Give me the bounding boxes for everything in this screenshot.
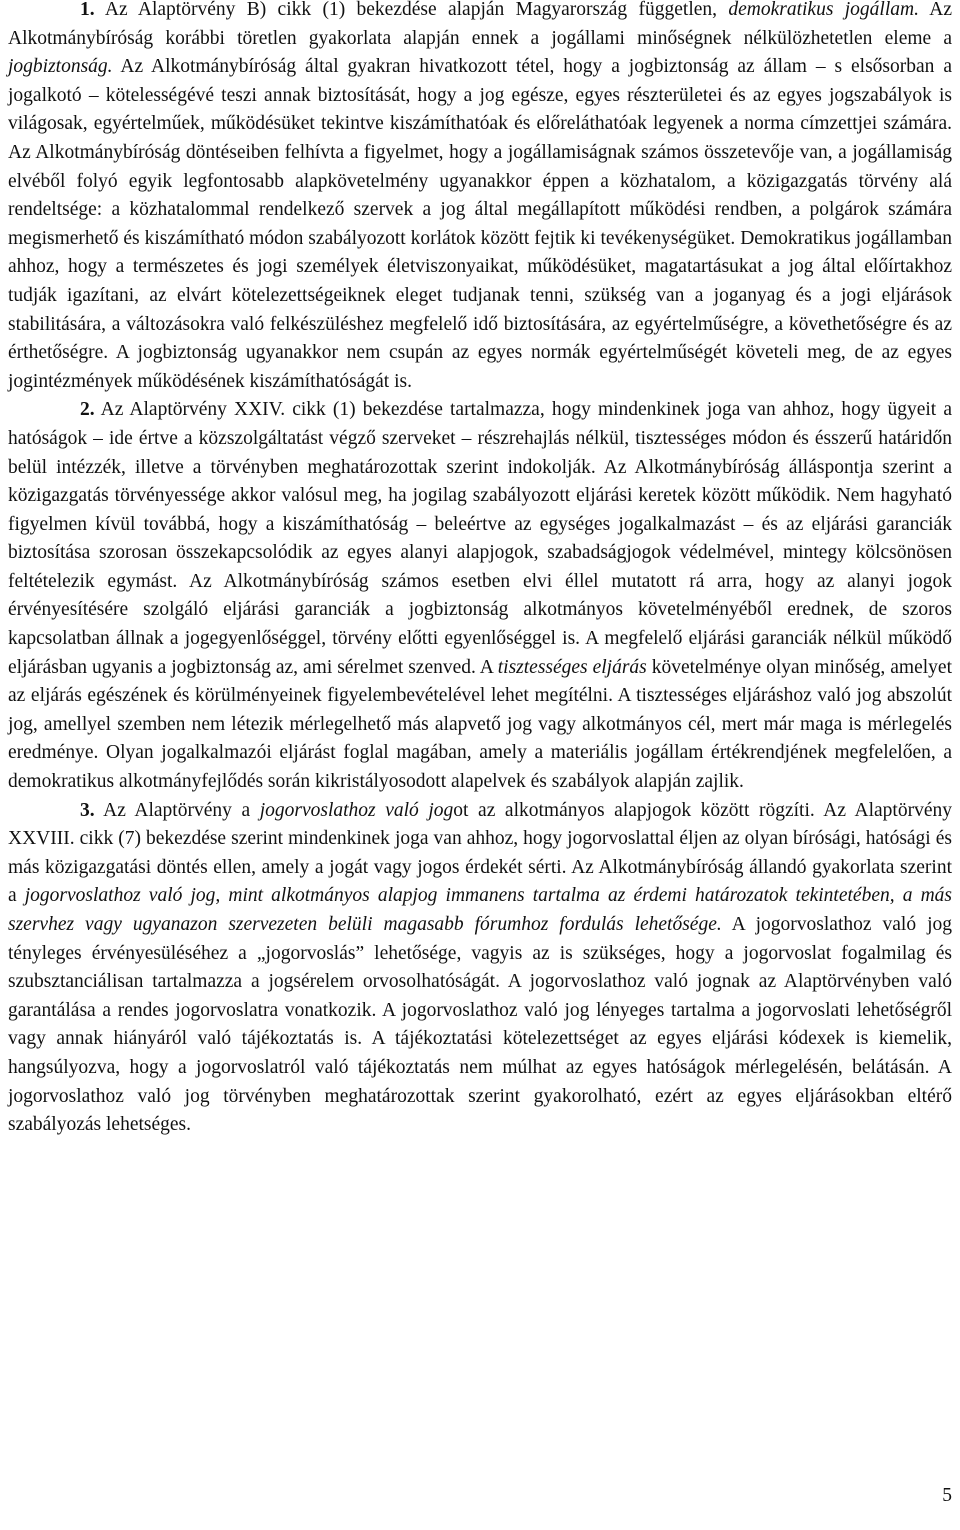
paragraph-number: 3.	[80, 799, 95, 821]
text-run: Az Alaptörvény XXIV. cikk (1) bekezdése tartalmazza, hogy mindenkinek joga van ahhoz, hogy ügyeit a hatóságok – ide értve a közszolgáltatást végző szerveket – részrehajlás nélkül, tisztességes módon és ésszerű határidőn belül intézzék, illetve a törvényben meghatározottak szerint indokolják. Az Alkotmánybíróság álláspontja szerint a közigazgatás törvényessége akkor valósul meg, ha jogilag szabályozott eljárási keretek között működik. Nem hagyható figyelmen kívül továbbá, hogy a kiszámíthatóság – beleértve az egységes jogalkalmazást – és az eljárási garanciák biztosítása szorosan összekapcsolódik az egyes alanyi alapjogok, szabadságjogok védelmével, mintegy kölcsönösen feltételezik egymást. Az Alkotmánybíróság számos esetben elvi éllel mutatott rá arra, hogy az alanyi jogok érvényesítésére szolgáló eljárási garanciák a jogbiztonság alkotmányos követelményéből erednek, de szoros kapcsolatban állnak a jogegyenlőséggel, törvény előtti egyenlőséggel is. A megfelelő eljárási garanciák nélkül működő eljárásban ugyanis a jogbiztonság az, ami sérelmet szenved. A	[8, 399, 952, 678]
italic-run: jogbiztonság.	[8, 56, 113, 78]
text-run: Az Alkotmánybíróság által gyakran hivatkozott tétel, hogy a jogbiztonság az állam – s elsősorban a jogalkotó – kötelességévé teszi annak biztosítását, hogy a jog egésze, egyes részterületei és az egyes jogszabályok is világosak, egyértelműek, működésüket tekintve kiszámíthatóak és előreláthatóak legyenek a norma címzettjei számára. Az Alkotmánybíróság döntéseiben felhívta a figyelmet, hogy a jogállamiságnak számos összetevője van, a jogállamiság elvéből folyó egyik legfontosabb alapkövetelmény ugyanakkor éppen a közhatalom, a közigazgatás törvény alá rendeltsége: a közhatalommal rendelkező szervek a jog által megállapított működési rendben, a polgárok számára megismerhető és kiszámítható módon szabályozott korlátok között fejtik ki tevékenységüket. Demokratikus jogállamban ahhoz, hogy a természetes és jogi személyek életviszonyaikat, működésüket, magatartásukat a jog által előírtakhoz tudják igazítani, az elvárt kötelezettségeiknek eleget tudjanak tenni, szükség van a joganyag és a jogi eljárások stabilitására, a változásokra való felkészüléshez megfelelő idő biztosítására, az egyértelműségre, a követhetőségre és az érthetőségre. A jogbiztonság ugyanakkor nem csupán az egyes normák egyértelműségét követeli meg, de az egyes jogintézmények működésének kiszámíthatóságát is.	[8, 56, 952, 392]
paragraph-3	[8, 797, 952, 1140]
paragraph-1	[8, 0, 952, 396]
text-run: Az Alaptörvény B) cikk (1) bekezdése alapján Magyarország független,	[94, 0, 729, 20]
paragraph-number: 2.	[80, 399, 95, 421]
text-run: követelménye olyan minőség, amelyet az eljárás egészének és körülményeinek figyelembevételével lehet megítélni. A tisztességes eljáráshoz való jog abszolút jog, amellyel szemben nem létezik mérlegelhető más alapvető jog vagy alkotmányos cél, mert már maga is mérlegelés eredménye. Olyan jogalkalmazói eljárást foglal magában, amely a materiális jogállam értékrendjének megfelelően, a demokratikus alkotmányfejlődés során kikristályosodott alapelvek és szabályok alapján zajlik.	[8, 656, 952, 793]
italic-run: jogorvoslathoz való jog	[259, 799, 454, 821]
italic-run: demokratikus jogállam.	[728, 0, 919, 20]
text-run: A jogorvoslathoz való jog tényleges érvényesüléséhez a „jogorvoslás” lehetősége, vagyis az is szükséges, hogy a jogorvoslat fogalmilag és szubsztanciálisan tartalmazza a jogsérelem orvosolhatóságát. A jogorvoslathoz való jognak az Alaptörvényben való garantálása a rendes jogorvoslatra vonatkozik. A jogorvoslathoz való jog lényeges tartalma a jogorvoslati lehetőségről vagy annak hiányáról való tájékoztatás is. A tájékoztatási kötelezettséget az egyes eljárási kódexek is kiemelik, hangsúlyozva, hogy a jogorvoslatról való tájékoztatás nem múlhat az egyes hatóságok mérlegelésén, belátásán. A jogorvoslathoz való jog törvényben meghatározottak szerint gyakorolható, ezért az egyes eljárásokban eltérő szabályozás lehetséges.	[8, 914, 952, 1136]
text-run: ot az alkotmányos alapjogok között rögzíti. Az Alaptörvény XXVIII. cikk (7) bekezdése szerint mindenkinek joga van ahhoz, hogy jogorvoslattal éljen az olyan bírósági, hatósági és más közigazgatási döntés ellen, amely a jogát vagy jogos érdekét sérti. Az Alkotmánybíróság állandó gyakorlata szerint a	[8, 799, 952, 907]
text-run: Az Alaptörvény a	[94, 799, 260, 821]
text-run: Az Alkotmánybíróság korábbi töretlen gyakorlata alapján ennek a jogállami minőségnek nélkülözhetetlen eleme a	[8, 0, 952, 49]
paragraph-2	[8, 396, 952, 796]
italic-run: jogorvoslathoz való jog, mint alkotmányos alapjog immanens tartalma az érdemi határozatok tekintetében, a más szervhez vagy ugyanazon szervezeten belüli magasabb fórumhoz fordulás lehetősége.	[8, 885, 952, 935]
paragraph-number: 1.	[80, 0, 95, 20]
italic-run: tisztességes eljárás	[497, 656, 647, 678]
page-number: 5	[942, 1485, 952, 1506]
document-page	[8, 0, 952, 1140]
